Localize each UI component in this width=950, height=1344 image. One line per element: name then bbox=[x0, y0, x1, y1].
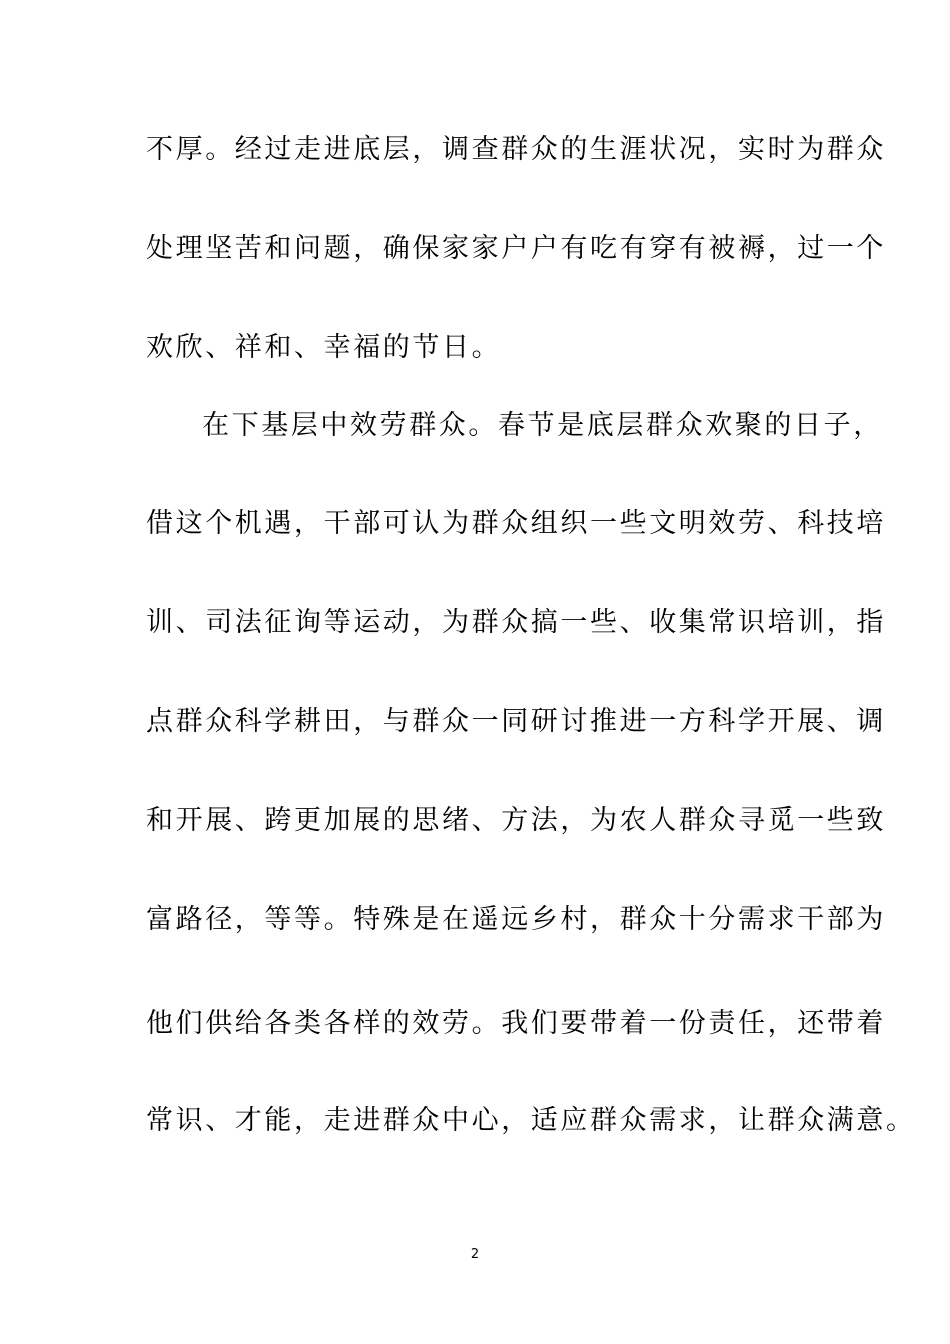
body-text-line: 处理坚苦和问题，确保家家户户有吃有穿有被褥，过一个 bbox=[146, 233, 886, 264]
body-text-line: 借这个机遇，干部可认为群众组织一些文明效劳、科技培 bbox=[146, 508, 886, 539]
body-text-line: 训、司法征询等运动，为群众搞一些、收集常识培训，指 bbox=[146, 607, 886, 638]
body-text-line: 点群众科学耕田，与群众一同研讨推进一方科学开展、调 bbox=[146, 706, 886, 737]
body-text-line: 他们供给各类各样的效劳。我们要带着一份责任，还带着 bbox=[146, 1008, 886, 1039]
body-text-line: 常识、才能，走进群众中心，适应群众需求，让群众满意。 bbox=[146, 1105, 916, 1136]
body-text-line: 和开展、跨更加展的思绪、方法，为农人群众寻觅一些致 bbox=[146, 805, 886, 836]
body-text-line: 富路径，等等。特殊是在遥远乡村，群众十分需求干部为 bbox=[146, 904, 886, 935]
page-number: 2 bbox=[470, 1247, 480, 1262]
body-text-line: 欢欣、祥和、幸福的节日。 bbox=[146, 332, 502, 363]
paragraph-first-line: 在下基层中效劳群众。春节是底层群众欢聚的日子， bbox=[202, 410, 883, 441]
body-text-line: 不厚。经过走进底层，调查群众的生涯状况，实时为群众 bbox=[146, 134, 886, 165]
